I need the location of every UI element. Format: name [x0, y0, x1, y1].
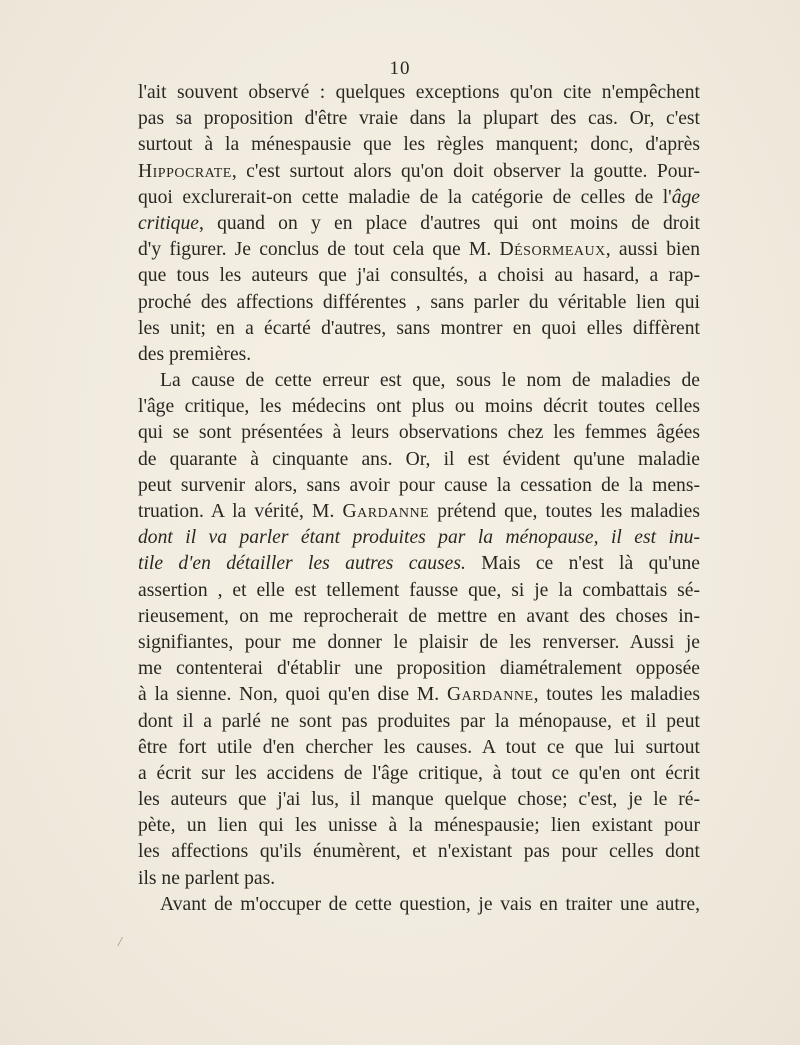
- text-line: [138, 316, 700, 342]
- text-segment: des premières.: [138, 343, 252, 365]
- text-line: [138, 578, 700, 604]
- author-name: Gardanne: [342, 501, 430, 522]
- text-segment: l'âge critique, les médecins ont plus ou moins décrit toutes celles: [138, 396, 700, 418]
- text-line: [138, 682, 700, 708]
- text-segment: être fort utile d'en chercher les causes. A tout ce que lui surtout: [138, 736, 700, 758]
- text-line: [138, 656, 700, 682]
- text-line: [138, 159, 700, 185]
- text-line: [138, 263, 700, 289]
- text-segment: Avant de m'occuper de cette question, je vais en traiter une autre,: [160, 893, 700, 915]
- text-line: [138, 185, 700, 211]
- text-line: [138, 290, 700, 316]
- text-segment: a écrit sur les accidens de l'âge critique, à tout ce qu'en ont écrit: [138, 762, 700, 784]
- text-segment: prétend que, toutes les maladies: [429, 501, 700, 522]
- text-line: [138, 342, 700, 368]
- text-line: [138, 761, 700, 787]
- text-line: [138, 525, 700, 551]
- italic-text: critique: [138, 212, 199, 234]
- margin-mark: /: [118, 935, 122, 950]
- page-number: 10: [389, 58, 411, 79]
- text-line: [138, 604, 700, 630]
- text-line: [138, 787, 700, 813]
- text-segment: à la sienne. Non, quoi qu'en dise M.: [138, 684, 447, 706]
- text-line: [138, 211, 700, 237]
- text-segment: les auteurs que j'ai lus, il manque quelque chose; c'est, je le ré-: [138, 789, 700, 811]
- text-line: [138, 80, 700, 106]
- text-segment: La cause de cette erreur est que, sous le nom de maladies de: [160, 370, 700, 392]
- text-line: [138, 839, 700, 865]
- text-line: [138, 394, 700, 420]
- text-line: [138, 813, 700, 839]
- author-name: Gardanne: [446, 684, 534, 706]
- italic-text: dont il va parler étant produites par la ménopause, il est inu-: [138, 527, 700, 549]
- text-line: [138, 106, 700, 132]
- text-segment: pète, un lien qui les unisse à la ménespausie; lien existant pour: [138, 815, 700, 837]
- text-segment: surtout à la ménespausie que les règles manquent; donc, d'après: [138, 134, 700, 156]
- text-segment: , toutes les maladies: [533, 684, 700, 706]
- text-line: [138, 499, 700, 525]
- text-segment: que tous les auteurs que j'ai consultés, a choisi au hasard, a rap-: [138, 265, 700, 287]
- text-line: [138, 709, 700, 735]
- text-segment: peut survenir alors, sans avoir pour cause la cessation de la mens-: [138, 474, 700, 496]
- text-segment: dont il a parlé ne sont pas produites par la ménopause, et il peut: [138, 710, 700, 732]
- text-line: [138, 473, 700, 499]
- italic-text: tile d'en détailler les autres causes.: [138, 553, 466, 575]
- text-line: [138, 866, 700, 892]
- text-segment: me contenterai d'établir une proposition diamétralement opposée: [138, 658, 700, 680]
- text-segment: quoi exclurerait-on cette maladie de la catégorie de celles de l': [138, 186, 672, 208]
- text-segment: de quarante à cinquante ans. Or, il est évident qu'une maladie: [138, 448, 700, 470]
- text-line: [138, 630, 700, 656]
- text-segment: ils ne parlent pas.: [138, 867, 276, 889]
- text-line: [138, 551, 700, 577]
- text-segment: , c'est surtout alors qu'on doit observer la goutte. Pour-: [231, 160, 700, 182]
- text-segment: d'y figurer. Je conclus de tout cela que M.: [138, 239, 500, 261]
- text-segment: qui se sont présentées à leurs observations chez les femmes âgées: [138, 422, 700, 444]
- text-segment: truation. A la vérité, M.: [138, 501, 343, 522]
- text-segment: assertion , et elle est tellement fausse que, si je la combattais sé-: [138, 579, 700, 601]
- text-segment: , quand on y en place d'autres qui ont moins de droit: [198, 212, 700, 234]
- text-segment: rieusement, on me reprocherait de mettre en avant des choses in-: [138, 605, 700, 627]
- author-name: Hippocrate: [138, 160, 232, 182]
- italic-text: âge: [671, 186, 700, 208]
- text-line: [138, 368, 700, 394]
- text-segment: pas sa proposition d'être vraie dans la plupart des cas. Or, c'est: [138, 108, 700, 130]
- text-segment: , aussi bien: [605, 239, 700, 261]
- text-segment: signifiantes, pour me donner le plaisir de les renverser. Aussi je: [138, 631, 700, 653]
- body-text: [138, 80, 700, 918]
- text-line: [138, 132, 700, 158]
- text-segment: l'ait souvent observé : quelques exceptions qu'on cite n'empêchent: [138, 82, 700, 103]
- author-name: Désormeaux: [499, 239, 606, 261]
- text-line: [138, 892, 700, 918]
- text-line: [138, 237, 700, 263]
- text-segment: les affections qu'ils énumèrent, et n'existant pas pour celles dont: [138, 841, 700, 863]
- text-segment: Mais ce n'est là qu'une: [465, 553, 700, 575]
- text-line: [138, 420, 700, 446]
- text-segment: les unit; en a écarté d'autres, sans montrer en quoi elles diffèrent: [138, 317, 700, 339]
- text-line: [138, 447, 700, 473]
- text-segment: proché des affections différentes , sans parler du véritable lien qui: [138, 291, 700, 313]
- text-line: [138, 735, 700, 761]
